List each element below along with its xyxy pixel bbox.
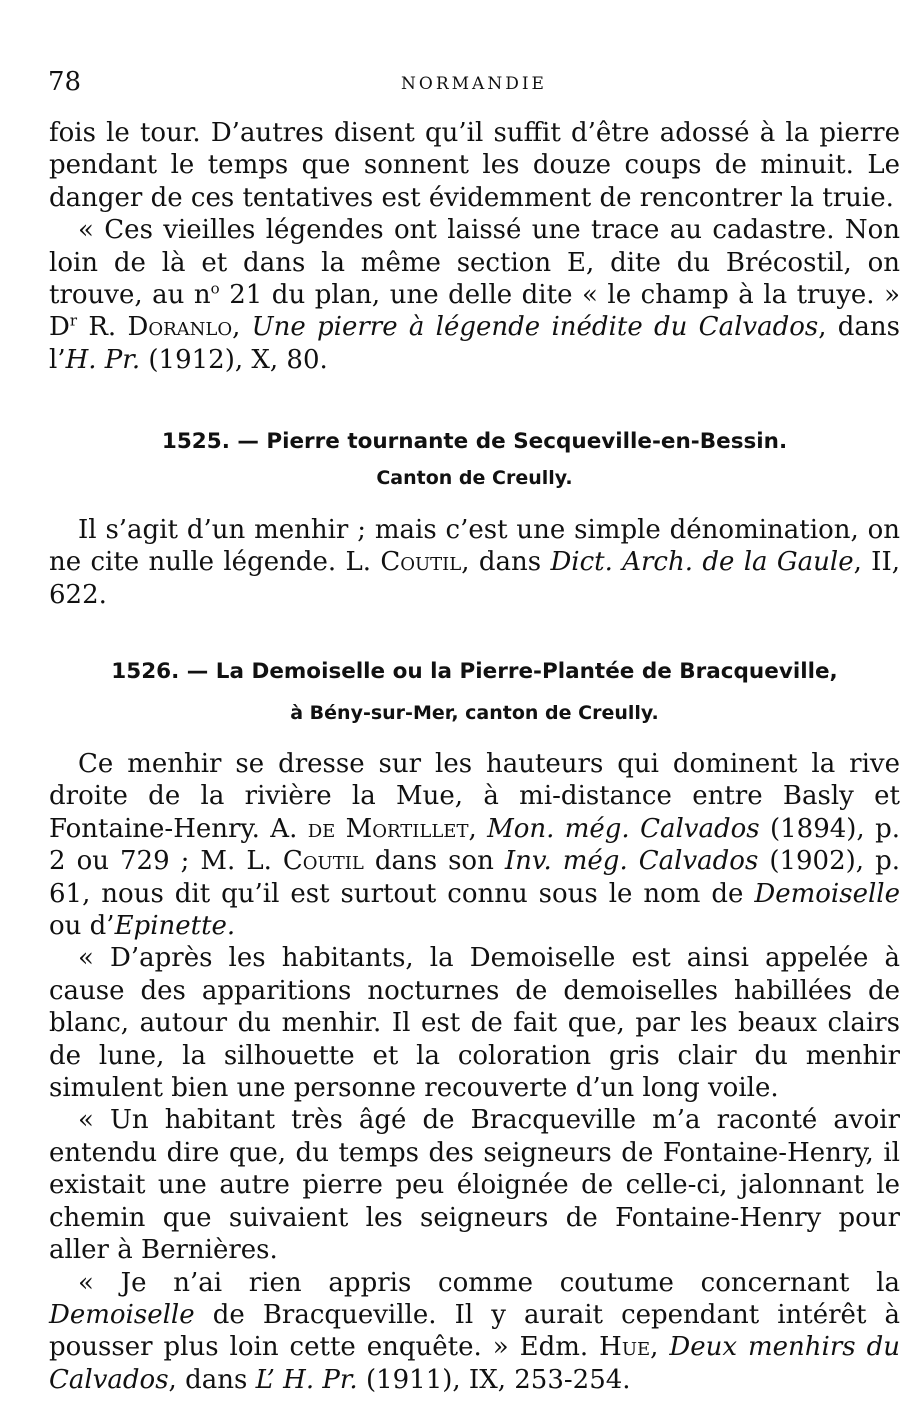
work-title: Inv. még. Calvados: [504, 846, 759, 877]
entry-subheading: Canton de Creully.: [376, 467, 573, 489]
italic-name: Demoiselle: [49, 1299, 195, 1330]
superscript: r: [69, 311, 78, 330]
journal-title: H. Pr.: [65, 344, 141, 375]
paragraph-text: (1911), IX, 253-254.: [357, 1364, 631, 1395]
paragraph: [49, 748, 900, 942]
entry-1525: [49, 424, 900, 611]
paragraph-text: « Un habitant très âgé de Bracqueville m’a raconté avoir entendu dire que, du temps des seigneurs de Fontaine-Henry, il existait une autre pierre peu éloignée de celle-ci, jalonnant le chemin que suivaient les seigneurs de Fontaine-Henry pour aller à Bernières.: [49, 1105, 900, 1266]
paragraph: [49, 1104, 900, 1266]
paragraph-text: (1912), X, 80.: [140, 344, 328, 375]
continued-text: [49, 117, 900, 376]
paragraph-text: fois le tour. D’autres disent qu’il suffit d’être adossé à la pierre pendant le temps que sonnent les douze coups de minuit. Le danger de ces tentatives est évidemment de rencontrer la truie.: [49, 118, 900, 213]
paragraph-text: , II, 622.: [49, 547, 900, 610]
paragraph: [49, 514, 900, 611]
work-title: Mon. még. Calvados: [487, 813, 760, 844]
paragraph-text: « Ces vieilles légendes ont laissé une trace au cadastre. Non loin de là et dans la même section E, dite du Brécostil, on trouve, au n: [49, 215, 900, 311]
paragraph-text: Il s’agit d’un menhir ; mais c’est une simple dénomination, on ne cite nulle légende. L.: [49, 515, 900, 578]
paragraph-text: , dans: [168, 1364, 256, 1395]
italic-name: Demoiselle: [754, 878, 900, 909]
paragraph-text: R.: [77, 312, 128, 343]
running-head: [48, 66, 900, 102]
entry-1526: [49, 654, 900, 1396]
paragraph-text: (1894), p. 2 ou 729 ; M. L.: [49, 813, 900, 877]
paragraph-text: Ce menhir se dresse sur les hauteurs qui dominent la rive droite de la rivière la Mue, à mi-distance entre Basly et Fontaine-Henry. A.: [49, 749, 900, 844]
work-title: Deux menhirs du Calvados: [49, 1332, 900, 1395]
paragraph-text: de Bracqueville. Il y aurait cependant intérêt à pousser plus loin cette enquête. » Edm.: [49, 1299, 900, 1363]
author-name: Doranlo: [127, 312, 233, 343]
paragraph: [49, 117, 900, 214]
italic-name: Epinette.: [114, 911, 236, 942]
work-title: Dict. Arch. de la Gaule: [550, 547, 854, 578]
page-number: 78: [48, 67, 82, 97]
author-name: Hue: [599, 1332, 651, 1363]
paragraph-text: ,: [232, 312, 252, 343]
paragraph: [49, 1267, 900, 1397]
paragraph-text: ,: [650, 1332, 670, 1363]
entry-subheading: à Bény-sur-Mer, canton de Creully.: [290, 702, 659, 724]
superscript: o: [210, 279, 220, 298]
paragraph-text: (1902), p. 61, nous dit qu’il est surtout connu sous le nom de: [49, 846, 900, 909]
author-name: Coutil: [380, 547, 462, 578]
paragraph: [49, 214, 900, 376]
paragraph-text: ,: [468, 813, 488, 844]
work-title: Une pierre à légende inédite du Calvados: [251, 312, 819, 343]
entry-heading: 1525. — Pierre tournante de Secqueville-en-Bessin.: [161, 429, 788, 454]
paragraph-text: , dans: [461, 547, 551, 578]
paragraph-text: dans son: [363, 846, 505, 877]
entry-heading: 1526. — La Demoiselle ou la Pierre-Plantée de Bracqueville,: [111, 659, 838, 684]
author-name: de Mortillet: [307, 813, 469, 844]
paragraph: [49, 942, 900, 1104]
paragraph-text: 21 du plan, une delle dite « le champ à la truye. » D: [49, 280, 900, 343]
running-title: NORMANDIE: [401, 74, 547, 94]
paragraph-text: « D’après les habitants, la Demoiselle est ainsi appelée à cause des apparitions nocturnes de demoiselles habillées de blanc, autour du menhir. Il est de fait que, par les beaux clairs de lune, la silhouette et la coloration gris clair du menhir simulent bien une personne recouverte d’un long voile.: [49, 943, 900, 1104]
journal-title: L’ H. Pr.: [255, 1364, 358, 1395]
author-name: Coutil: [282, 846, 364, 877]
paragraph-text: ou d’: [49, 911, 115, 942]
paragraph-text: , dans l’: [49, 312, 900, 375]
paragraph-text: « Je n’ai rien appris comme coutume concernant la: [78, 1267, 900, 1298]
